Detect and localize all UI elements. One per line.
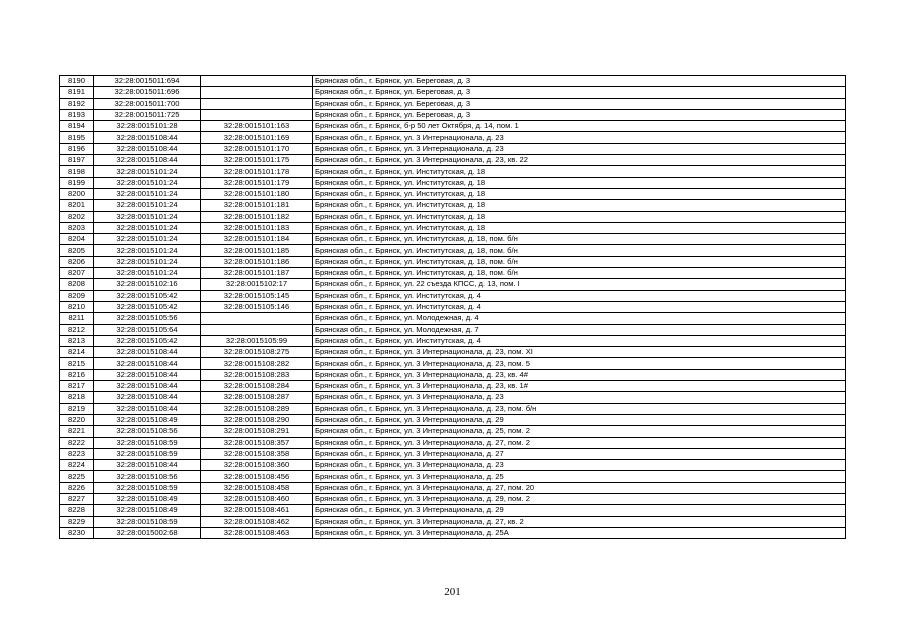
row-number-cell: 8196 — [60, 143, 94, 154]
land-cadastral-number-cell: 32:28:0015108:44 — [94, 460, 201, 471]
table-row — [60, 403, 846, 414]
table-row — [60, 166, 846, 177]
land-cadastral-number-cell: 32:28:0015101:24 — [94, 211, 201, 222]
table-row — [60, 76, 846, 87]
row-number-cell: 8222 — [60, 437, 94, 448]
land-cadastral-number-cell: 32:28:0015105:56 — [94, 313, 201, 324]
row-number-cell: 8212 — [60, 324, 94, 335]
object-cadastral-number-cell: 32:28:0015101:163 — [201, 121, 313, 132]
row-number-cell: 8200 — [60, 188, 94, 199]
object-cadastral-number-cell: 32:28:0015108:290 — [201, 414, 313, 425]
table-row — [60, 211, 846, 222]
row-number-cell: 8207 — [60, 268, 94, 279]
object-cadastral-number-cell — [201, 87, 313, 98]
row-number-cell: 8227 — [60, 493, 94, 504]
row-number-cell: 8197 — [60, 155, 94, 166]
table-row — [60, 448, 846, 459]
address-cell: Брянская обл., г. Брянск, ул. 3 Интернационала, д. 23 — [313, 132, 846, 143]
property-register-table — [59, 75, 846, 539]
object-cadastral-number-cell — [201, 313, 313, 324]
land-cadastral-number-cell: 32:28:0015108:44 — [94, 392, 201, 403]
address-cell: Брянская обл., г. Брянск, ул. Институтская, д. 18, пом. б/н — [313, 245, 846, 256]
table-row — [60, 234, 846, 245]
address-cell: Брянская обл., г. Брянск, ул. 3 Интернационала, д. 23, пом. б/н — [313, 403, 846, 414]
table-row — [60, 256, 846, 267]
table-row — [60, 301, 846, 312]
land-cadastral-number-cell: 32:28:0015105:42 — [94, 335, 201, 346]
address-cell: Брянская обл., г. Брянск, ул. Институтская, д. 18 — [313, 222, 846, 233]
row-number-cell: 8204 — [60, 234, 94, 245]
table-row — [60, 414, 846, 425]
table-row — [60, 358, 846, 369]
row-number-cell: 8192 — [60, 98, 94, 109]
object-cadastral-number-cell: 32:28:0015108:283 — [201, 369, 313, 380]
land-cadastral-number-cell: 32:28:0015101:24 — [94, 200, 201, 211]
row-number-cell: 8230 — [60, 527, 94, 538]
address-cell: Брянская обл., г. Брянск, ул. 3 Интернационала, д. 27, пом. 20 — [313, 482, 846, 493]
table-row — [60, 121, 846, 132]
land-cadastral-number-cell: 32:28:0015108:59 — [94, 482, 201, 493]
address-cell: Брянская обл., г. Брянск, ул. 3 Интернационала, д. 29, пом. 2 — [313, 493, 846, 504]
land-cadastral-number-cell: 32:28:0015101:24 — [94, 268, 201, 279]
row-number-cell: 8194 — [60, 121, 94, 132]
land-cadastral-number-cell: 32:28:0015108:56 — [94, 471, 201, 482]
object-cadastral-number-cell: 32:28:0015108:284 — [201, 381, 313, 392]
table-row — [60, 369, 846, 380]
land-cadastral-number-cell: 32:28:0015108:44 — [94, 143, 201, 154]
land-cadastral-number-cell: 32:28:0015108:44 — [94, 403, 201, 414]
land-cadastral-number-cell: 32:28:0015108:44 — [94, 369, 201, 380]
row-number-cell: 8202 — [60, 211, 94, 222]
table-row — [60, 426, 846, 437]
row-number-cell: 8218 — [60, 392, 94, 403]
row-number-cell: 8201 — [60, 200, 94, 211]
land-cadastral-number-cell: 32:28:0015108:44 — [94, 347, 201, 358]
address-cell: Брянская обл., г. Брянск, ул. Институтская, д. 4 — [313, 335, 846, 346]
table-row — [60, 109, 846, 120]
object-cadastral-number-cell: 32:28:0015101:183 — [201, 222, 313, 233]
object-cadastral-number-cell: 32:28:0015108:456 — [201, 471, 313, 482]
land-cadastral-number-cell: 32:28:0015101:24 — [94, 234, 201, 245]
row-number-cell: 8195 — [60, 132, 94, 143]
row-number-cell: 8193 — [60, 109, 94, 120]
object-cadastral-number-cell: 32:28:0015108:287 — [201, 392, 313, 403]
address-cell: Брянская обл., г. Брянск, ул. 3 Интернационала, д. 23 — [313, 460, 846, 471]
object-cadastral-number-cell: 32:28:0015101:170 — [201, 143, 313, 154]
address-cell: Брянская обл., г. Брянск, ул. 3 Интернационала, д. 23 — [313, 143, 846, 154]
row-number-cell: 8190 — [60, 76, 94, 87]
object-cadastral-number-cell — [201, 98, 313, 109]
row-number-cell: 8224 — [60, 460, 94, 471]
land-cadastral-number-cell: 32:28:0015101:24 — [94, 177, 201, 188]
address-cell: Брянская обл., г. Брянск, ул. 3 Интернационала, д. 27 — [313, 448, 846, 459]
address-cell: Брянская обл., г. Брянск, ул. 3 Интернационала, д. 27, пом. 2 — [313, 437, 846, 448]
table-row — [60, 505, 846, 516]
object-cadastral-number-cell: 32:28:0015108:282 — [201, 358, 313, 369]
object-cadastral-number-cell: 32:28:0015105:145 — [201, 290, 313, 301]
object-cadastral-number-cell: 32:28:0015101:184 — [201, 234, 313, 245]
object-cadastral-number-cell: 32:28:0015108:460 — [201, 493, 313, 504]
row-number-cell: 8220 — [60, 414, 94, 425]
table-row — [60, 132, 846, 143]
address-cell: Брянская обл., г. Брянск, ул. 3 Интернационала, д. 23 — [313, 392, 846, 403]
address-cell: Брянская обл., г. Брянск, ул. Береговая, д. 3 — [313, 76, 846, 87]
table-row — [60, 245, 846, 256]
object-cadastral-number-cell: 32:28:0015108:462 — [201, 516, 313, 527]
row-number-cell: 8223 — [60, 448, 94, 459]
row-number-cell: 8225 — [60, 471, 94, 482]
object-cadastral-number-cell: 32:28:0015108:275 — [201, 347, 313, 358]
land-cadastral-number-cell: 32:28:0015108:44 — [94, 155, 201, 166]
table-row — [60, 392, 846, 403]
row-number-cell: 8206 — [60, 256, 94, 267]
object-cadastral-number-cell: 32:28:0015101:182 — [201, 211, 313, 222]
row-number-cell: 8217 — [60, 381, 94, 392]
object-cadastral-number-cell: 32:28:0015108:357 — [201, 437, 313, 448]
land-cadastral-number-cell: 32:28:0015002:68 — [94, 527, 201, 538]
address-cell: Брянская обл., г. Брянск, ул. 3 Интернационала, д. 23, кв. 4# — [313, 369, 846, 380]
object-cadastral-number-cell: 32:28:0015108:289 — [201, 403, 313, 414]
object-cadastral-number-cell: 32:28:0015108:458 — [201, 482, 313, 493]
land-cadastral-number-cell: 32:28:0015011:694 — [94, 76, 201, 87]
object-cadastral-number-cell: 32:28:0015102:17 — [201, 279, 313, 290]
row-number-cell: 8210 — [60, 301, 94, 312]
row-number-cell: 8209 — [60, 290, 94, 301]
row-number-cell: 8199 — [60, 177, 94, 188]
table-row — [60, 177, 846, 188]
land-cadastral-number-cell: 32:28:0015102:16 — [94, 279, 201, 290]
address-cell: Брянская обл., г. Брянск, ул. 3 Интернационала, д. 25 — [313, 471, 846, 482]
land-cadastral-number-cell: 32:28:0015108:44 — [94, 132, 201, 143]
object-cadastral-number-cell — [201, 324, 313, 335]
table-row — [60, 279, 846, 290]
land-cadastral-number-cell: 32:28:0015108:49 — [94, 414, 201, 425]
object-cadastral-number-cell: 32:28:0015108:463 — [201, 527, 313, 538]
land-cadastral-number-cell: 32:28:0015101:24 — [94, 245, 201, 256]
address-cell: Брянская обл., г. Брянск, ул. Институтская, д. 18 — [313, 177, 846, 188]
table-row — [60, 381, 846, 392]
address-cell: Брянская обл., г. Брянск, ул. Береговая, д. 3 — [313, 109, 846, 120]
row-number-cell: 8198 — [60, 166, 94, 177]
object-cadastral-number-cell: 32:28:0015101:185 — [201, 245, 313, 256]
land-cadastral-number-cell: 32:28:0015108:59 — [94, 437, 201, 448]
land-cadastral-number-cell: 32:28:0015101:24 — [94, 222, 201, 233]
land-cadastral-number-cell: 32:28:0015011:725 — [94, 109, 201, 120]
register-table-body — [60, 76, 846, 539]
row-number-cell: 8226 — [60, 482, 94, 493]
address-cell: Брянская обл., г. Брянск, ул. Институтская, д. 18, пом. б/н — [313, 268, 846, 279]
land-cadastral-number-cell: 32:28:0015108:59 — [94, 448, 201, 459]
address-cell: Брянская обл., г. Брянск, ул. 3 Интернационала, д. 29 — [313, 414, 846, 425]
address-cell: Брянская обл., г. Брянск, б-р 50 лет Октября, д. 14, пом. 1 — [313, 121, 846, 132]
address-cell: Брянская обл., г. Брянск, ул. 3 Интернационала, д. 25, пом. 2 — [313, 426, 846, 437]
address-cell: Брянская обл., г. Брянск, ул. 3 Интернационала, д. 23, кв. 22 — [313, 155, 846, 166]
row-number-cell: 8216 — [60, 369, 94, 380]
table-row — [60, 482, 846, 493]
address-cell: Брянская обл., г. Брянск, ул. Институтская, д. 18 — [313, 200, 846, 211]
object-cadastral-number-cell — [201, 76, 313, 87]
land-cadastral-number-cell: 32:28:0015108:56 — [94, 426, 201, 437]
row-number-cell: 8221 — [60, 426, 94, 437]
row-number-cell: 8229 — [60, 516, 94, 527]
address-cell: Брянская обл., г. Брянск, ул. Береговая, д. 3 — [313, 87, 846, 98]
address-cell: Брянская обл., г. Брянск, ул. 22 съезда КПСС, д. 13, пом. I — [313, 279, 846, 290]
address-cell: Брянская обл., г. Брянск, ул. Институтская, д. 18, пом. б/н — [313, 234, 846, 245]
table-row — [60, 200, 846, 211]
table-row — [60, 87, 846, 98]
address-cell: Брянская обл., г. Брянск, ул. 3 Интернационала, д. 23, кв. 1# — [313, 381, 846, 392]
object-cadastral-number-cell: 32:28:0015105:146 — [201, 301, 313, 312]
land-cadastral-number-cell: 32:28:0015108:44 — [94, 358, 201, 369]
object-cadastral-number-cell: 32:28:0015101:179 — [201, 177, 313, 188]
land-cadastral-number-cell: 32:28:0015101:24 — [94, 256, 201, 267]
row-number-cell: 8211 — [60, 313, 94, 324]
table-row — [60, 268, 846, 279]
address-cell: Брянская обл., г. Брянск, ул. Институтская, д. 18 — [313, 211, 846, 222]
land-cadastral-number-cell: 32:28:0015101:28 — [94, 121, 201, 132]
land-cadastral-number-cell: 32:28:0015108:44 — [94, 381, 201, 392]
table-row — [60, 290, 846, 301]
object-cadastral-number-cell: 32:28:0015101:181 — [201, 200, 313, 211]
address-cell: Брянская обл., г. Брянск, ул. Институтская, д. 18 — [313, 188, 846, 199]
object-cadastral-number-cell: 32:28:0015101:178 — [201, 166, 313, 177]
table-row — [60, 493, 846, 504]
table-row — [60, 155, 846, 166]
object-cadastral-number-cell: 32:28:0015101:186 — [201, 256, 313, 267]
table-row — [60, 516, 846, 527]
row-number-cell: 8214 — [60, 347, 94, 358]
object-cadastral-number-cell: 32:28:0015108:358 — [201, 448, 313, 459]
table-row — [60, 188, 846, 199]
object-cadastral-number-cell: 32:28:0015101:180 — [201, 188, 313, 199]
row-number-cell: 8228 — [60, 505, 94, 516]
address-cell: Брянская обл., г. Брянск, ул. Институтская, д. 18 — [313, 166, 846, 177]
row-number-cell: 8205 — [60, 245, 94, 256]
address-cell: Брянская обл., г. Брянск, ул. 3 Интернационала, д. 27, кв. 2 — [313, 516, 846, 527]
land-cadastral-number-cell: 32:28:0015105:64 — [94, 324, 201, 335]
land-cadastral-number-cell: 32:28:0015108:49 — [94, 493, 201, 504]
address-cell: Брянская обл., г. Брянск, ул. Береговая, д. 3 — [313, 98, 846, 109]
object-cadastral-number-cell: 32:28:0015105:99 — [201, 335, 313, 346]
table-row — [60, 527, 846, 538]
table-row — [60, 471, 846, 482]
table-row — [60, 437, 846, 448]
row-number-cell: 8208 — [60, 279, 94, 290]
address-cell: Брянская обл., г. Брянск, ул. Молодежная, д. 7 — [313, 324, 846, 335]
row-number-cell: 8213 — [60, 335, 94, 346]
land-cadastral-number-cell: 32:28:0015011:696 — [94, 87, 201, 98]
table-row — [60, 460, 846, 471]
table-row — [60, 335, 846, 346]
object-cadastral-number-cell — [201, 109, 313, 120]
address-cell: Брянская обл., г. Брянск, ул. 3 Интернационала, д. 23, пом. XI — [313, 347, 846, 358]
table-row — [60, 324, 846, 335]
address-cell: Брянская обл., г. Брянск, ул. 3 Интернационала, д. 25А — [313, 527, 846, 538]
page-number: 201 — [444, 586, 461, 598]
table-row — [60, 222, 846, 233]
land-cadastral-number-cell: 32:28:0015011:700 — [94, 98, 201, 109]
land-cadastral-number-cell: 32:28:0015108:59 — [94, 516, 201, 527]
land-cadastral-number-cell: 32:28:0015101:24 — [94, 188, 201, 199]
row-number-cell: 8215 — [60, 358, 94, 369]
row-number-cell: 8219 — [60, 403, 94, 414]
table-row — [60, 98, 846, 109]
row-number-cell: 8191 — [60, 87, 94, 98]
table-row — [60, 347, 846, 358]
address-cell: Брянская обл., г. Брянск, ул. Молодежная, д. 4 — [313, 313, 846, 324]
address-cell: Брянская обл., г. Брянск, ул. 3 Интернационала, д. 23, пом. 5 — [313, 358, 846, 369]
land-cadastral-number-cell: 32:28:0015105:42 — [94, 290, 201, 301]
land-cadastral-number-cell: 32:28:0015101:24 — [94, 166, 201, 177]
address-cell: Брянская обл., г. Брянск, ул. Институтская, д. 4 — [313, 301, 846, 312]
object-cadastral-number-cell: 32:28:0015101:187 — [201, 268, 313, 279]
table-row — [60, 143, 846, 154]
object-cadastral-number-cell: 32:28:0015108:291 — [201, 426, 313, 437]
land-cadastral-number-cell: 32:28:0015108:49 — [94, 505, 201, 516]
address-cell: Брянская обл., г. Брянск, ул. Институтская, д. 18, пом. б/н — [313, 256, 846, 267]
object-cadastral-number-cell: 32:28:0015108:461 — [201, 505, 313, 516]
row-number-cell: 8203 — [60, 222, 94, 233]
object-cadastral-number-cell: 32:28:0015101:169 — [201, 132, 313, 143]
land-cadastral-number-cell: 32:28:0015105:42 — [94, 301, 201, 312]
object-cadastral-number-cell: 32:28:0015108:360 — [201, 460, 313, 471]
table-row — [60, 313, 846, 324]
object-cadastral-number-cell: 32:28:0015101:175 — [201, 155, 313, 166]
address-cell: Брянская обл., г. Брянск, ул. 3 Интернационала, д. 29 — [313, 505, 846, 516]
address-cell: Брянская обл., г. Брянск, ул. Институтская, д. 4 — [313, 290, 846, 301]
